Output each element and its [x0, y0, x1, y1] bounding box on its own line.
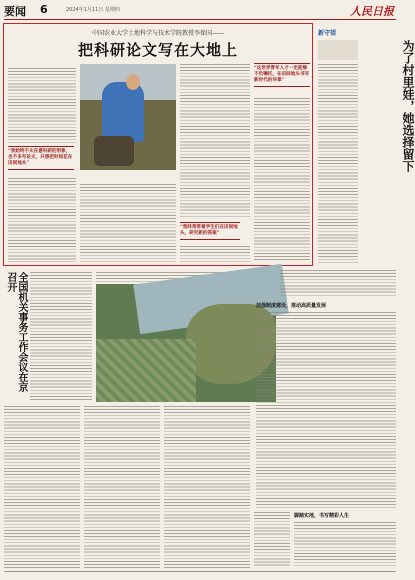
- bottom-col-3: [164, 406, 250, 568]
- lower-article-title-1: 加强制度建设，推动高质量发展: [256, 303, 327, 309]
- pullquote-3: “我经常带着学生们在田间地头，研究新的答案”: [180, 222, 240, 240]
- photo-pants: [94, 136, 134, 166]
- page-footer: [4, 571, 396, 580]
- aerial-photo: [96, 284, 276, 402]
- bottom-col-4: [254, 512, 290, 568]
- lead-text-col-2: [80, 184, 176, 262]
- second-story-title: 全国机关事务工作会议在京召开: [5, 272, 27, 392]
- lead-text-col-4: [254, 98, 310, 262]
- right-feature-title: 为了村里娃，她选择留下: [401, 40, 415, 172]
- bottom-col-2: [84, 406, 160, 568]
- lead-text-col-3a: [180, 64, 250, 218]
- photo-person: [102, 82, 144, 142]
- bottom-col-1: [4, 406, 80, 568]
- right-column-label: 新守望: [318, 30, 337, 37]
- lower-article-title-2: 脚踏实地，书写精彩人生: [294, 513, 350, 519]
- newspaper-logo: 人民日报: [350, 5, 394, 18]
- lead-headline: 把科研论文写在大地上: [77, 41, 238, 59]
- lead-photo: [80, 64, 176, 170]
- photo-head: [126, 74, 140, 90]
- right-column-photo: [318, 40, 358, 60]
- lower-right-text-2: [294, 522, 396, 568]
- lower-right-text: [256, 312, 396, 508]
- lead-text-col-1a: [8, 68, 76, 144]
- page-masthead: [4, 3, 396, 20]
- second-text-col-1: [30, 272, 92, 400]
- issue-date: 2024年1月11日 星期四: [66, 7, 120, 13]
- pullquote-1: “我始终不太在意科研的形象，也不多写论文，只想把时间花在田间地头”: [8, 146, 74, 170]
- pullquote-2: “这世界青年人才一定能够不负嘱托，在田间地头书写新时代的华章”: [254, 63, 310, 87]
- section-name: 要闻: [4, 5, 26, 18]
- lead-text-col-3b: [180, 246, 250, 262]
- lead-kicker: 中国农业大学土地科学与技术学院教授李保国——: [91, 30, 224, 37]
- lower-right-text-top: [280, 270, 396, 298]
- right-text-col: [318, 64, 358, 264]
- aerial-fields: [96, 339, 196, 402]
- page-number: 6: [40, 3, 48, 16]
- lead-text-col-1b: [8, 178, 76, 262]
